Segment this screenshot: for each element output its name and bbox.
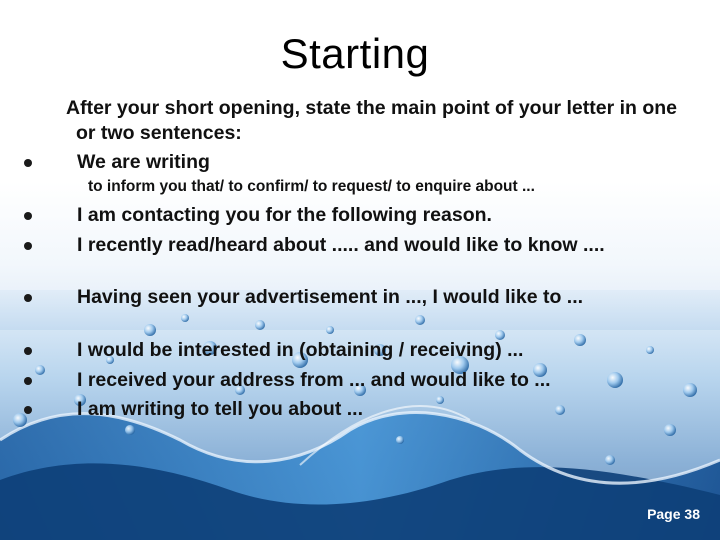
list-item-text: I would be interested in (obtaining / receiving) ...	[77, 339, 524, 361]
bullet-dot-icon	[24, 294, 32, 302]
bullet-dot-icon	[24, 159, 32, 167]
bullet-dot-icon	[24, 406, 32, 414]
page-number: Page 38	[647, 506, 700, 522]
bullet-dot-icon	[24, 377, 32, 385]
list-item-text: I am writing to tell you about ...	[77, 398, 364, 420]
list-item-text: Having seen your advertisement in ..., I would like to ...	[77, 286, 584, 308]
list-item-subtext: to inform you that/ to confirm/ to request/ to enquire about ...	[88, 178, 535, 195]
list-item-text: We are writing	[77, 151, 210, 173]
bullet-dot-icon	[24, 347, 32, 355]
bullet-dot-icon	[24, 242, 32, 250]
bullet-dot-icon	[24, 212, 32, 220]
list-item-text: I am contacting you for the following reason.	[77, 204, 492, 226]
list-item-text: I received your address from ... and would like to ...	[77, 369, 551, 391]
intro-text: After your short opening, state the main point of your letter in one or two sentences:	[66, 97, 678, 144]
slide-title: Starting	[280, 30, 430, 77]
list-item-text: I recently read/heard about ..... and would like to know ....	[77, 234, 605, 256]
